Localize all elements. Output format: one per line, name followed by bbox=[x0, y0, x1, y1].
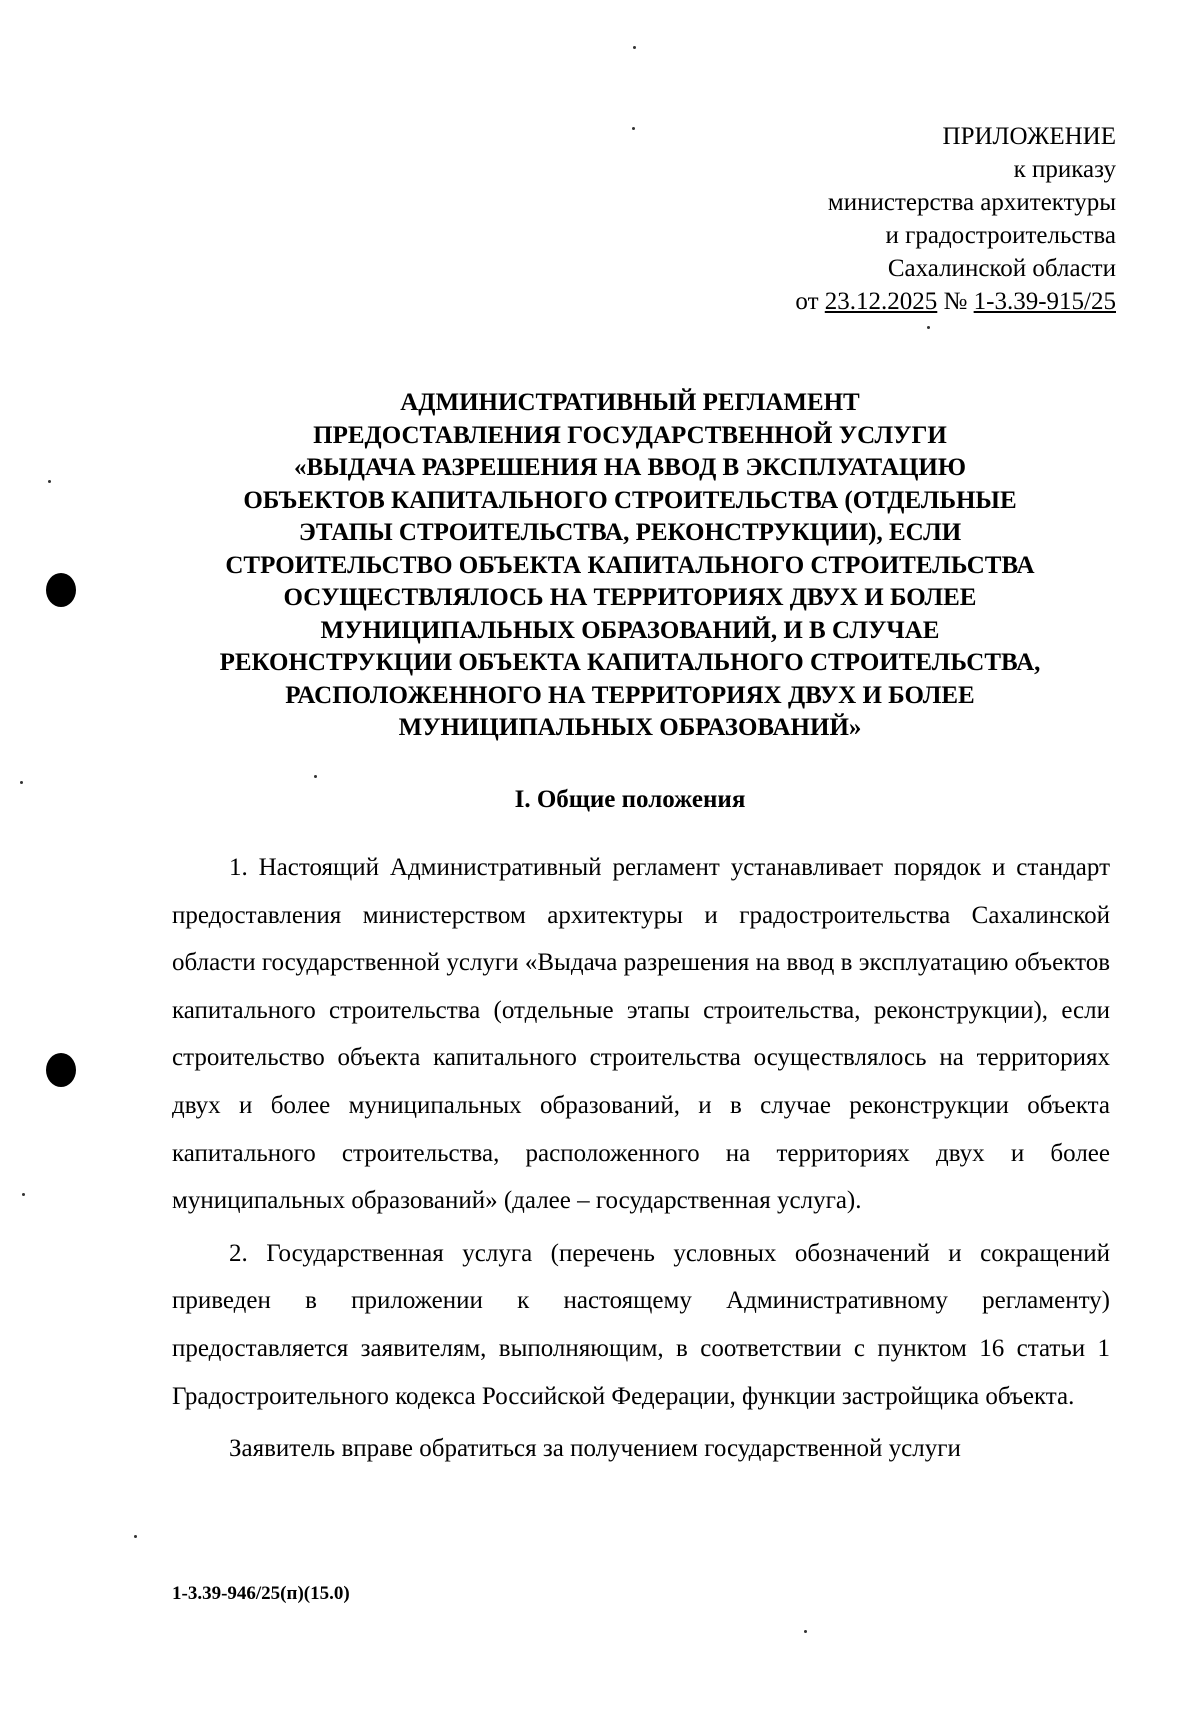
title-line: РАСПОЛОЖЕННОГО НА ТЕРРИТОРИЯХ ДВУХ И БОЛЕЕ bbox=[285, 681, 975, 709]
title-line: ЭТАПЫ СТРОИТЕЛЬСТВА, РЕКОНСТРУКЦИИ), ЕСЛИ bbox=[298, 519, 962, 546]
scan-speck bbox=[633, 46, 636, 49]
appendix-stamp bbox=[556, 120, 1116, 318]
title-line: МУНИЦИПАЛЬНЫХ ОБРАЗОВАНИЙ» bbox=[398, 714, 862, 741]
appendix-date-number bbox=[556, 285, 1116, 318]
paragraph-2: 2. Государственная услуга (перечень условных обозначений и сокращений приведен в приложении к настоящему Административному регламенту) предоставляется заявителям, выполняющим, в соответствии с пунктом 16 статьи 1 Градостроительного кодекса Российской Федерации, функции застройщика объекта. bbox=[172, 1239, 1110, 1410]
order-date: 23.12.2025 bbox=[824, 288, 938, 315]
appendix-label: ПРИЛОЖЕНИЕ bbox=[942, 123, 1116, 150]
body-text bbox=[172, 844, 1110, 1478]
paragraph-1: 1. Настоящий Административный регламент устанавливает порядок и стандарт предоставления министерством архитектуры и градостроительства Сахалинской области государственной услуги «Выдача разрешения на ввод в эксплуатацию объектов капитального строительства (отдельные этапы строительства, реконструкции), если строительство объекта капитального строительства осуществлялось на территориях двух и более муниципальных образований, и в случае реконструкции объекта капитального строительства, расположенного на территориях двух и более муниципальных образований» (далее – государственная услуга). bbox=[172, 854, 1110, 1215]
appendix-order-ref: к приказу bbox=[1013, 156, 1116, 183]
scan-speck bbox=[20, 781, 23, 784]
scan-speck bbox=[134, 1535, 137, 1538]
document-title bbox=[150, 387, 1110, 745]
punch-hole-top bbox=[46, 573, 76, 607]
scan-speck bbox=[48, 480, 51, 483]
title-line: АДМИНИСТРАТИВНЫЙ РЕГЛАМЕНТ bbox=[400, 389, 860, 416]
scan-speck bbox=[314, 775, 317, 778]
appendix-ministry-cont: и градостроительства bbox=[885, 222, 1116, 249]
footer-document-code: 1-3.39-946/25(п)(15.0) bbox=[172, 1583, 350, 1604]
scan-speck bbox=[804, 1630, 807, 1633]
title-line: ОБЪЕКТОВ КАПИТАЛЬНОГО СТРОИТЕЛЬСТВА (ОТДЕЛЬНЫЕ bbox=[243, 486, 1017, 514]
title-line: ПРЕДОСТАВЛЕНИЯ ГОСУДАРСТВЕННОЙ УСЛУГИ bbox=[313, 421, 947, 449]
number-prefix: № bbox=[937, 288, 974, 315]
appendix-region: Сахалинской области bbox=[887, 255, 1116, 282]
title-line: «ВЫДАЧА РАЗРЕШЕНИЯ НА ВВОД В ЭКСПЛУАТАЦИЮ bbox=[293, 454, 967, 481]
section-heading: I. Общие положения bbox=[514, 786, 746, 813]
title-line: МУНИЦИПАЛЬНЫХ ОБРАЗОВАНИЙ, И В СЛУЧАЕ bbox=[320, 616, 940, 644]
scan-speck bbox=[22, 1193, 25, 1196]
title-line: СТРОИТЕЛЬСТВО ОБЪЕКТА КАПИТАЛЬНОГО СТРОИТЕЛЬСТВА bbox=[225, 551, 1035, 579]
scan-speck bbox=[927, 326, 930, 329]
appendix-ministry: министерства архитектуры bbox=[827, 189, 1116, 216]
title-line: ОСУЩЕСТВЛЯЛОСЬ НА ТЕРРИТОРИЯХ ДВУХ И БОЛЕЕ bbox=[283, 584, 977, 611]
order-number: 1-3.39-915/25 bbox=[973, 288, 1116, 315]
punch-hole-bottom bbox=[46, 1053, 76, 1087]
date-prefix: от bbox=[795, 288, 825, 315]
title-line: РЕКОНСТРУКЦИИ ОБЪЕКТА КАПИТАЛЬНОГО СТРОИТЕЛЬСТВА, bbox=[219, 649, 1041, 676]
paragraph-3: Заявитель вправе обратиться за получением государственной услуги bbox=[229, 1435, 961, 1463]
